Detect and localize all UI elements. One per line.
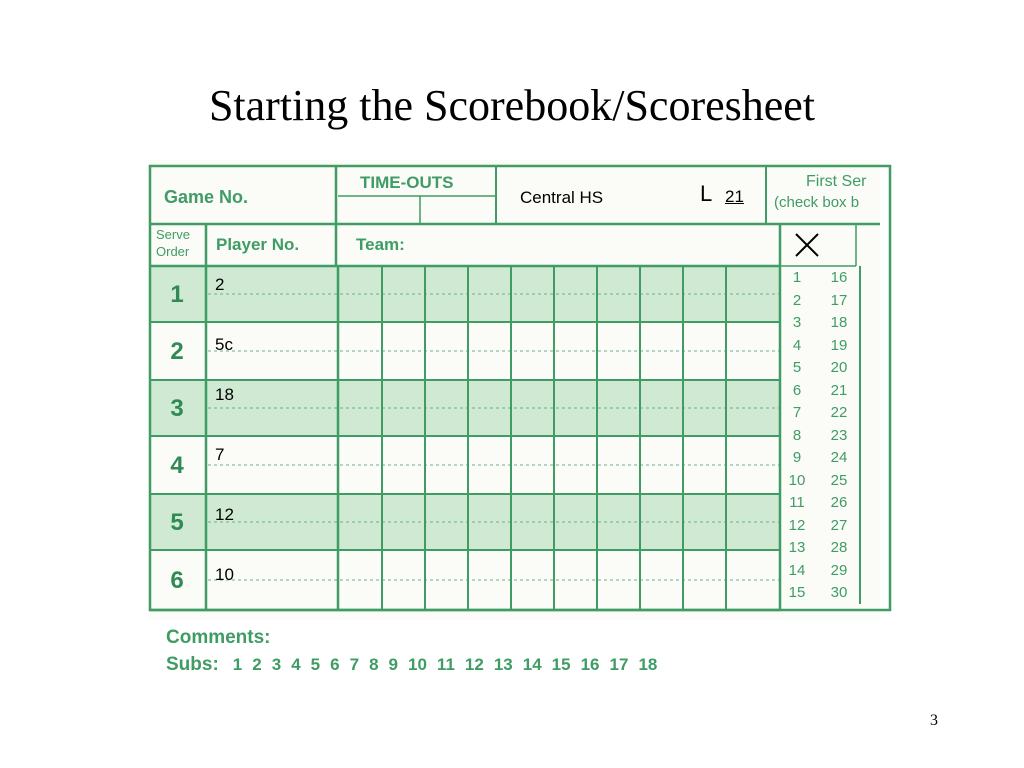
sub-number[interactable]: 9 [388,655,398,674]
slide-title: Starting the Scorebook/Scoresheet [208,81,816,130]
tally-number[interactable]: 11 [789,494,805,511]
tally-number[interactable]: 13 [788,539,806,556]
tally-number[interactable]: 14 [788,561,806,579]
sub-number[interactable]: 17 [609,655,629,674]
timeouts-label: TIME-OUTS [360,173,454,192]
sub-number[interactable]: 6 [330,655,340,674]
libero-number[interactable]: 21 [725,187,744,206]
serve-order-3: 3 [170,395,184,422]
sub-number[interactable]: 4 [291,655,301,674]
serve-order-2: 2 [170,338,184,365]
player-no-1[interactable]: 2 [215,275,225,294]
tally-number[interactable]: 18 [830,314,848,331]
tally-number[interactable]: 7 [792,404,802,421]
tally-number[interactable]: 29 [830,561,848,579]
player-no-4[interactable]: 7 [215,445,225,464]
tally-number[interactable]: 27 [830,516,848,534]
subs-label: Subs: [166,654,219,675]
tally-number[interactable]: 8 [792,426,802,444]
player-no-2[interactable]: 5c [215,335,233,354]
serve-order-5: 5 [170,509,184,536]
tally-number[interactable]: 20 [830,359,848,376]
scoresheet-grid [148,160,880,620]
sub-number[interactable]: 5 [310,655,321,674]
sub-number[interactable]: 15 [551,655,571,674]
game-no-label: Game No. [164,187,249,207]
tally-number[interactable]: 2 [792,291,802,309]
serve-order-4: 4 [170,452,184,479]
first-serve-label-line2: (check box b [774,194,860,211]
sub-number[interactable]: 1 [232,655,243,674]
libero-prefix: L [700,181,713,206]
comments-label: Comments: [166,627,271,648]
sub-number[interactable]: 7 [349,655,360,674]
sub-number[interactable]: 16 [580,655,600,674]
sub-number[interactable]: 10 [408,655,427,674]
tally-number[interactable]: 9 [792,449,802,466]
tally-number[interactable]: 22 [830,404,848,421]
subs-row [166,655,667,675]
player-no-5[interactable]: 12 [215,505,234,524]
subs-list [233,655,668,675]
tally-number[interactable]: 10 [788,471,806,489]
team-label: Team: [356,235,405,254]
tally-number[interactable]: 6 [792,381,802,399]
serve-order-6: 6 [170,567,184,594]
tally-number[interactable]: 17 [830,291,848,309]
tally-number[interactable]: 25 [830,471,848,489]
sub-number[interactable]: 3 [271,655,282,674]
serve-order-1: 1 [170,281,184,308]
sub-number[interactable]: 13 [493,655,513,674]
sub-number[interactable]: 2 [252,655,262,674]
sub-number[interactable]: 8 [369,655,379,674]
tally-number[interactable]: 24 [830,449,848,466]
team-name[interactable]: Central HS [520,188,604,207]
tally-number[interactable]: 23 [830,426,848,444]
page-number: 3 [930,712,938,729]
tally-number[interactable]: 16 [830,269,848,286]
player-no-6[interactable]: 10 [215,565,234,584]
tally-number[interactable]: 3 [792,314,802,331]
tally-number[interactable]: 26 [830,494,848,511]
tally-number[interactable]: 1 [792,269,802,286]
first-serve-check-mark[interactable] [794,232,820,258]
player-no-3[interactable]: 18 [215,385,234,404]
scoresheet [148,160,880,675]
tally-number[interactable]: 30 [830,584,848,601]
player-no-label: Player No. [216,235,300,254]
sub-number[interactable]: 18 [638,655,658,674]
tally-number[interactable]: 19 [830,336,848,354]
tally-number[interactable]: 28 [830,539,848,556]
tally-number[interactable]: 12 [788,516,806,534]
tally-number[interactable]: 5 [792,359,802,376]
first-serve-label-line1: First Ser [806,173,867,190]
serve-order-label-line2: Order [156,244,190,259]
tally-number[interactable]: 21 [830,381,848,399]
serve-order-label-line1: Serve [156,227,190,242]
sub-number[interactable]: 11 [436,655,455,674]
tally-number[interactable]: 15 [788,584,806,601]
tally-number[interactable]: 4 [792,336,802,354]
sub-number[interactable]: 12 [464,655,484,674]
sub-number[interactable]: 14 [522,655,542,674]
